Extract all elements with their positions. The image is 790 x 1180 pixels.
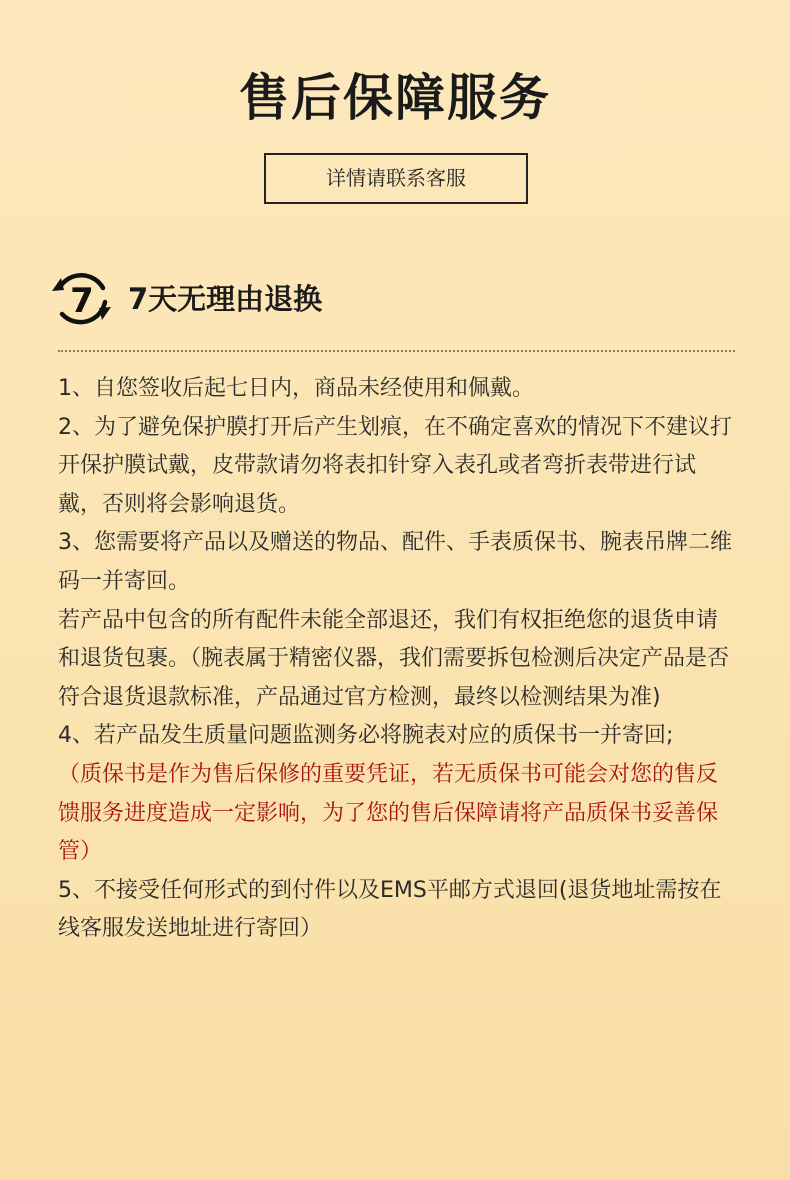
- policy-item-1: 1、自您签收后起七日内，商品未经使用和佩戴。: [58, 376, 534, 401]
- seven-day-return-icon: [48, 268, 114, 330]
- page-title: 售后保障服务: [239, 69, 551, 127]
- section-header: [48, 268, 322, 330]
- icon-number: 7: [70, 281, 94, 321]
- section-title: 7天无理由退换: [128, 282, 323, 316]
- policy-item-4: 4、若产品发生质量问题监测务必将腕表对应的质保书一并寄回;: [58, 723, 674, 749]
- dotted-divider: [58, 350, 735, 352]
- policy-item-3: 3、您需要将产品以及赠送的物品、配件、手表质保书、腕表吊牌二维码一并寄回。: [58, 530, 732, 594]
- policy-item-5: 5、不接受任何形式的到付件以及EMS平邮方式退回(退货地址需按在线客服发送地址进行寄回）: [58, 877, 722, 942]
- policy-accessories-note: 若产品中包含的所有配件未能全部退还，我们有权拒绝您的退货申请和退货包裹。（腕表属于精密仪器，我们需要拆包检测后决定产品是否符合退货退款标准，产品通过官方检测，最终以检测结果为准): [58, 607, 730, 710]
- contact-service-button[interactable]: 详情请联系客服: [264, 153, 528, 204]
- policy-text: [58, 370, 738, 949]
- policy-item-2: 2、为了避免保护膜打开后产生划痕，在不确定喜欢的情况下不建议打开保护膜试戴，皮带款请勿将表扣针穿入表孔或者弯折表带进行试戴，否则将会影响退货。: [58, 414, 732, 517]
- warranty-warning: （质保书是作为售后保修的重要凭证，若无质保书可能会对您的售反馈服务进度造成一定影响，为了您的售后保障请将产品质保书妥善保管）: [58, 761, 719, 865]
